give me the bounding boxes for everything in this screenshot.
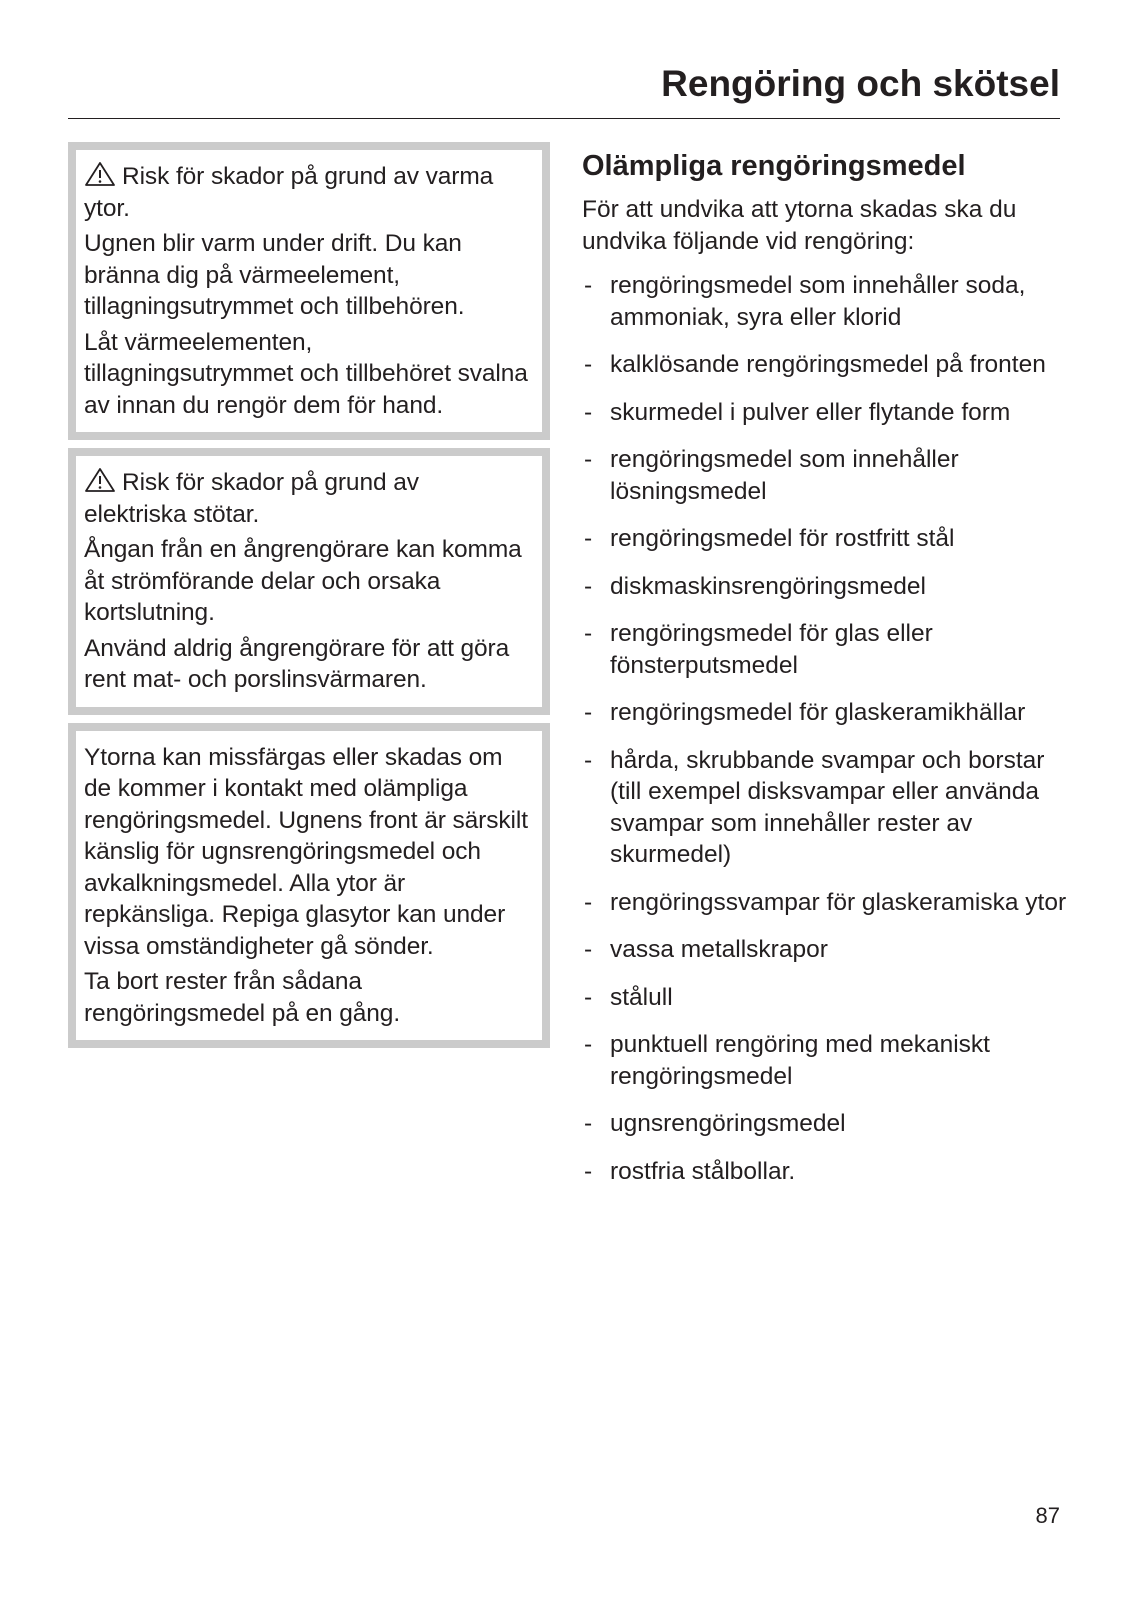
list-item-text: stålull [610, 983, 673, 1011]
right-column [582, 148, 1072, 1203]
list-bullet: - [584, 398, 593, 426]
list-item [582, 523, 1072, 555]
list-bullet: - [584, 699, 593, 726]
list-bullet: - [584, 525, 593, 552]
list-item [582, 349, 1072, 381]
warning-box-electric-shock [68, 448, 550, 715]
section-title: Olämpliga rengöringsmedel [582, 150, 966, 182]
list-item [582, 444, 1072, 507]
list-item [582, 1156, 1072, 1188]
list-item-text: kalklösande rengöringsmedel på fronten [610, 351, 1046, 378]
list-item-text: vassa metallskrapor [610, 936, 828, 963]
warning-instruction: Låt värmeelementen, tillagningsutrymmet och tillbehöret svalna av innan du rengör dem för hand. [84, 328, 528, 419]
list-item-text: punktuell rengöring med mekaniskt rengöringsmedel [610, 1031, 990, 1090]
list-bullet: - [584, 746, 593, 774]
list-item [582, 934, 1072, 966]
list-bullet: - [584, 888, 593, 916]
list-item [582, 571, 1072, 603]
list-bullet: - [584, 1157, 593, 1185]
warning-instruction: Använd aldrig ångrengörare för att göra rent mat- och porslinsvärmaren. [84, 634, 510, 693]
unsuitable-cleaners-list [582, 270, 1072, 1187]
list-item-text: rengöringsmedel för glas eller fönsterputsmedel [610, 620, 933, 679]
list-item [582, 618, 1072, 681]
list-item-text: rostfria stålbollar. [610, 1157, 796, 1185]
list-item [582, 697, 1072, 729]
header-divider [68, 118, 1060, 119]
list-bullet: - [584, 351, 593, 378]
page-number: 87 [1035, 1503, 1060, 1528]
warning-title [84, 161, 528, 224]
list-item-text: rengöringsmedel för glaskeramikhällar [610, 699, 1026, 726]
list-item-text: diskmaskinsrengöringsmedel [610, 572, 926, 600]
notice-box-surface-damage [68, 723, 550, 1049]
warning-text: Ångan från en ångrengörare kan komma åt strömförande delar och orsaka kortslutning. [84, 536, 522, 626]
page-title: Rengöring och skötsel [661, 63, 1060, 104]
warning-title [84, 467, 528, 530]
list-item-text: hårda, skrubbande svampar och borstar (till exempel disksvampar eller använda svampar som innehåller rester av skurmedel) [610, 746, 1045, 868]
list-item-text: skurmedel i pulver eller flytande form [610, 398, 1011, 426]
list-item [582, 1108, 1072, 1140]
list-item [582, 887, 1072, 919]
list-item-text: rengöringsmedel som innehåller soda, ammoniak, syra eller klorid [610, 272, 1026, 331]
list-item-text: ugnsrengöringsmedel [610, 1110, 846, 1137]
list-bullet: - [584, 1110, 593, 1137]
list-item-text: rengöringssvampar för glaskeramiska ytor [610, 888, 1067, 916]
list-bullet: - [584, 620, 593, 647]
warning-triangle-icon [84, 467, 116, 493]
list-bullet: - [584, 272, 593, 299]
warning-text: Ugnen blir varm under drift. Du kan bränna dig på värmeelement, tillagningsutrymmet och tillbehören. [84, 230, 465, 320]
list-item [582, 745, 1072, 871]
list-item-text: rengöringsmedel för rostfritt stål [610, 525, 955, 552]
list-bullet: - [584, 446, 593, 473]
warning-title-text: Risk för skador på grund av varma ytor. [84, 163, 494, 222]
list-item [582, 982, 1072, 1014]
list-item [582, 397, 1072, 429]
list-item-text: rengöringsmedel som innehåller lösningsmedel [610, 446, 959, 505]
list-item [582, 270, 1072, 333]
list-bullet: - [584, 936, 593, 963]
list-item [582, 1029, 1072, 1092]
section-intro: För att undvika att ytorna skadas ska du undvika följande vid rengöring: [582, 196, 1017, 255]
list-bullet: - [584, 1031, 593, 1058]
warning-box-hot-surfaces [68, 142, 550, 440]
warning-title-text: Risk för skador på grund av elektriska stötar. [84, 469, 419, 528]
notice-instruction: Ta bort rester från sådana rengöringsmedel på en gång. [84, 968, 401, 1027]
list-bullet: - [584, 572, 593, 600]
warning-triangle-icon [84, 161, 116, 187]
left-column [68, 142, 550, 1056]
notice-text: Ytorna kan missfärgas eller skadas om de kommer i kontakt med olämpliga rengöringsmedel. Ugnens front är särskilt känslig för ugnsrengöringsmedel och avkalkningsmedel. Alla ytor är repkänsliga. Repiga glasytor kan under vissa omständigheter gå sönder. [84, 743, 528, 960]
list-bullet: - [584, 983, 593, 1011]
